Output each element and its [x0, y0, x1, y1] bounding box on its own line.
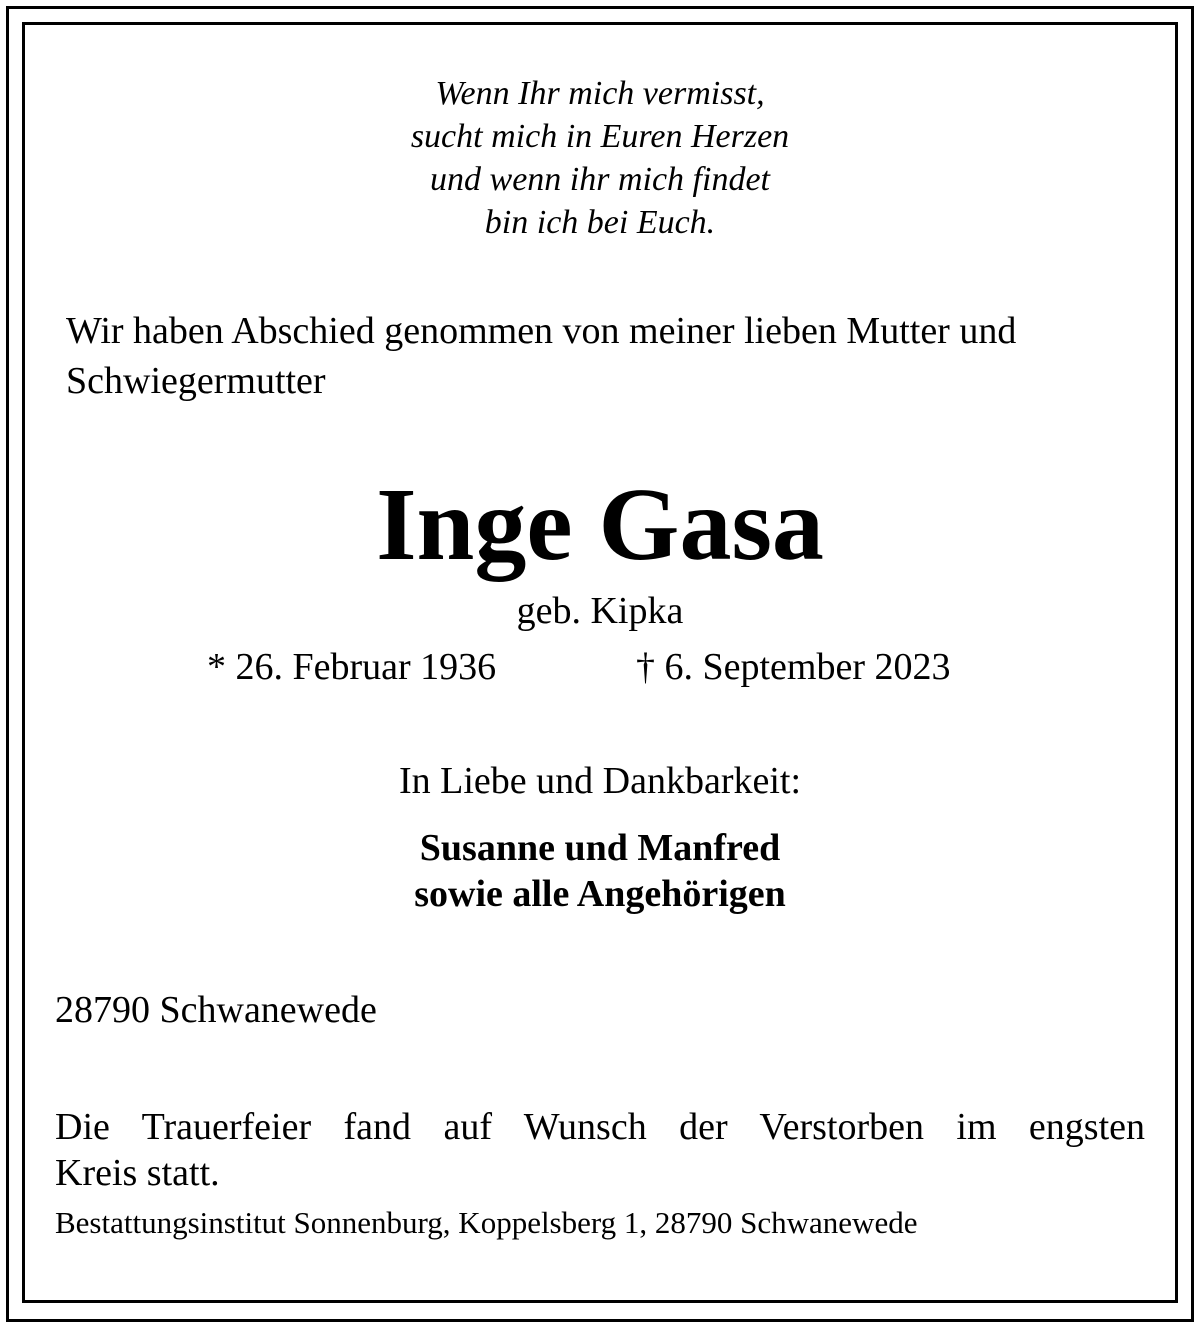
intro-line: Schwiegermutter [66, 360, 326, 402]
service-line: Kreis statt. [55, 1152, 220, 1194]
poem-line: sucht mich in Euren Herzen [410, 118, 790, 155]
born-name: geb. Kipka [516, 590, 684, 632]
service-line: Die Trauerfeier fand auf Wunsch der Verstorben im engsten [55, 1106, 1145, 1148]
deceased-name: Inge Gasa [376, 467, 824, 582]
mourner-line: sowie alle Angehörigen [414, 873, 786, 915]
mourner-line: Susanne und Manfred [419, 827, 781, 869]
service-note [55, 1104, 1145, 1196]
intro-text [66, 306, 1016, 406]
location: 28790 Schwanewede [55, 989, 377, 1031]
poem-line: bin ich bei Euch. [484, 204, 716, 241]
poem-line: Wenn Ihr mich vermisst, [435, 75, 765, 112]
birth-date: * 26. Februar 1936 [207, 646, 497, 688]
poem-line: und wenn ihr mich findet [430, 161, 770, 198]
intro-line: Wir haben Abschied genommen von meiner lieben Mutter und [66, 310, 1017, 352]
mourners [0, 825, 1200, 917]
death-date: † 6. September 2023 [636, 646, 951, 688]
funeral-home: Bestattungsinstitut Sonnenburg, Koppelsberg 1, 28790 Schwanewede [55, 1205, 918, 1240]
dedication: In Liebe und Dankbarkeit: [398, 760, 802, 802]
poem [0, 72, 1200, 244]
